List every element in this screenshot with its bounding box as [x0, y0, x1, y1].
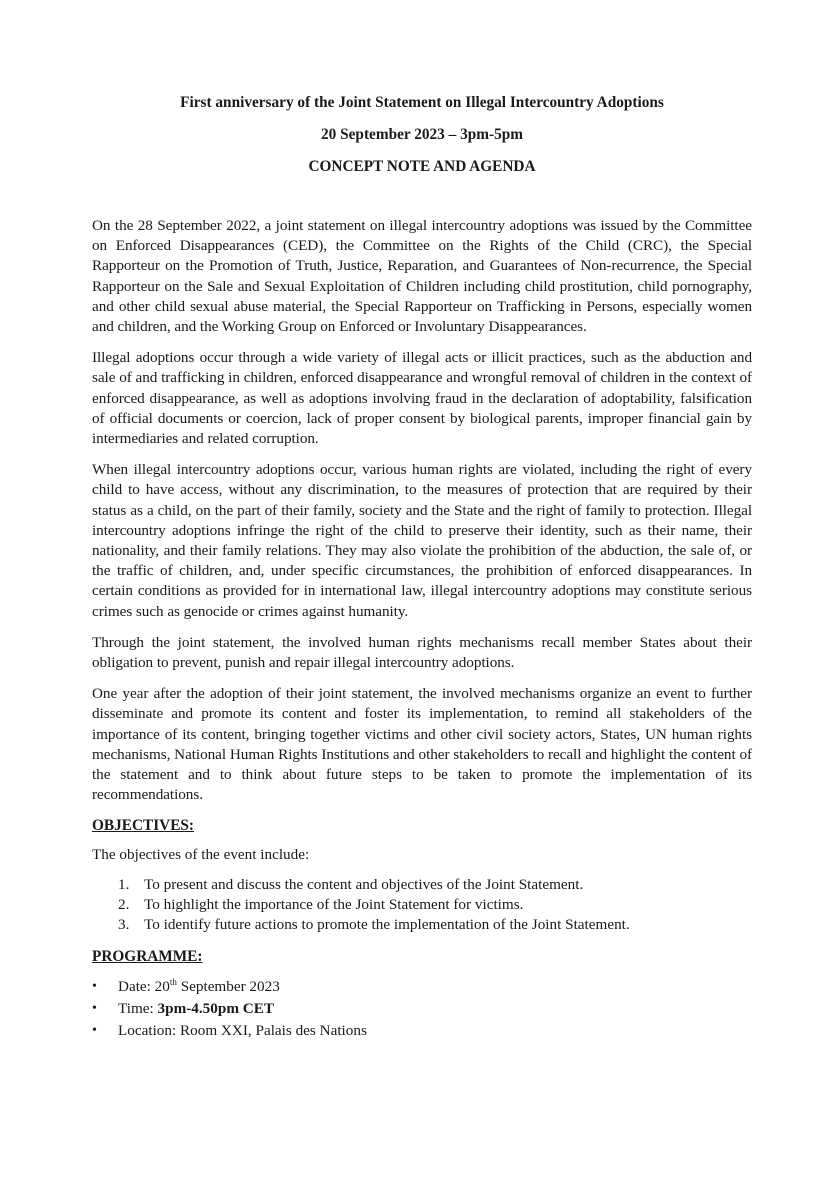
paragraph-joint-statement: On the 28 September 2022, a joint statement on illegal intercountry adoptions was issued by the Committee on Enforced Disappearances (CED), the Committee on the Rights of the Child (CRC), the Special Rapporteur on the Promotion of Truth, Justice, Reparation, and Guarantees of Non-recurrence, the Special Rapporteur on the Sale and Sexual Exploitation of Children including child prostitution, child pornography, and other child sexual abuse material, the Special Rapporteur on Trafficking in Persons, especially women and children, and the Working Group on Enforced or Involuntary Disappearances. [92, 217, 752, 336]
objectives-intro: The objectives of the event include: [92, 846, 310, 864]
programme-location: Location: Room XXI, Palais des Nations [118, 1022, 367, 1040]
objective-number: 1. [118, 876, 130, 894]
objectives-heading: OBJECTIVES: [92, 817, 195, 835]
bullet-icon: • [92, 1023, 97, 1039]
bullet-icon: • [92, 1001, 97, 1017]
objective-item [92, 875, 752, 895]
programme-heading: PROGRAMME: [92, 948, 203, 966]
paragraph-illegal-adoptions: Illegal adoptions occur through a wide variety of illegal acts or illicit practices, such as the abduction and sale of and trafficking in children, enforced disappearance and wrongful removal of children in the context of enforced disappearance, as well as adoptions involving fraud in the declaration of adoptability, falsification of official documents or coercion, lack of proper consent by biological parents, improper financial gain by intermediaries and related corruption. [92, 349, 752, 448]
event-date-line: 20 September 2023 – 3pm-5pm [321, 126, 523, 143]
programme-time-value: 3pm-4.50pm CET [157, 1000, 274, 1018]
paragraph-obligations: Through the joint statement, the involved human rights mechanisms recall member States about their obligation to prevent, punish and repair illegal intercountry adoptions. [92, 633, 752, 672]
document-body [92, 216, 752, 1042]
programme-list [92, 976, 752, 1042]
programme-date-item [92, 976, 752, 998]
programme-time-item [92, 998, 752, 1020]
document-subtitle: CONCEPT NOTE AND AGENDA [308, 158, 536, 175]
programme-time-label: Time: [118, 1000, 158, 1018]
paragraph-rights-violated: When illegal intercountry adoptions occur, various human rights are violated, including the right of every child to have access, without any discrimination, to the measures of protection that are required by their status as a child, on the part of their family, society and the State and the right of family to protection. Illegal intercountry adoptions infringe the right of the child to preserve their identity, such as their name, their nationality, and their family relations. They may also violate the prohibition of the abduction, the sale of, or the traffic of children, and, under specific circumstances, the prohibition of enforced disappearances. In certain conditions as provided for in international law, illegal intercountry adoptions may constitute serious crimes such as genocide or crimes against humanity. [92, 461, 752, 620]
objectives-list [92, 875, 752, 935]
objective-text: To present and discuss the content and objectives of the Joint Statement. [144, 876, 584, 894]
objective-item [92, 915, 752, 935]
bullet-icon: • [92, 979, 97, 995]
document-page [92, 88, 752, 1042]
objective-text: To identify future actions to promote the implementation of the Joint Statement. [144, 916, 630, 934]
programme-date-rest: September 2023 [176, 978, 280, 996]
objective-number: 2. [118, 896, 130, 914]
objective-text: To highlight the importance of the Joint Statement for victims. [144, 896, 524, 914]
date-ordinal-suffix: th [169, 977, 177, 988]
document-title: First anniversary of the Joint Statement on Illegal Intercountry Adoptions [180, 94, 664, 111]
paragraph-anniversary-event: One year after the adoption of their joint statement, the involved mechanisms organize an event to further disseminate and promote its content and foster its implementation, to remind all stakeholders of the importance of its content, bringing together victims and other civil society actors, States, UN human rights mechanisms, National Human Rights Institutions and other stakeholders to recall and highlight the content of the statement and to think about future steps to be taken to promote the implementation of its recommendations. [92, 685, 752, 804]
objective-item [92, 895, 752, 915]
programme-date-label: Date: 20 [118, 978, 170, 996]
objective-number: 3. [118, 916, 130, 934]
programme-location-item [92, 1020, 752, 1042]
